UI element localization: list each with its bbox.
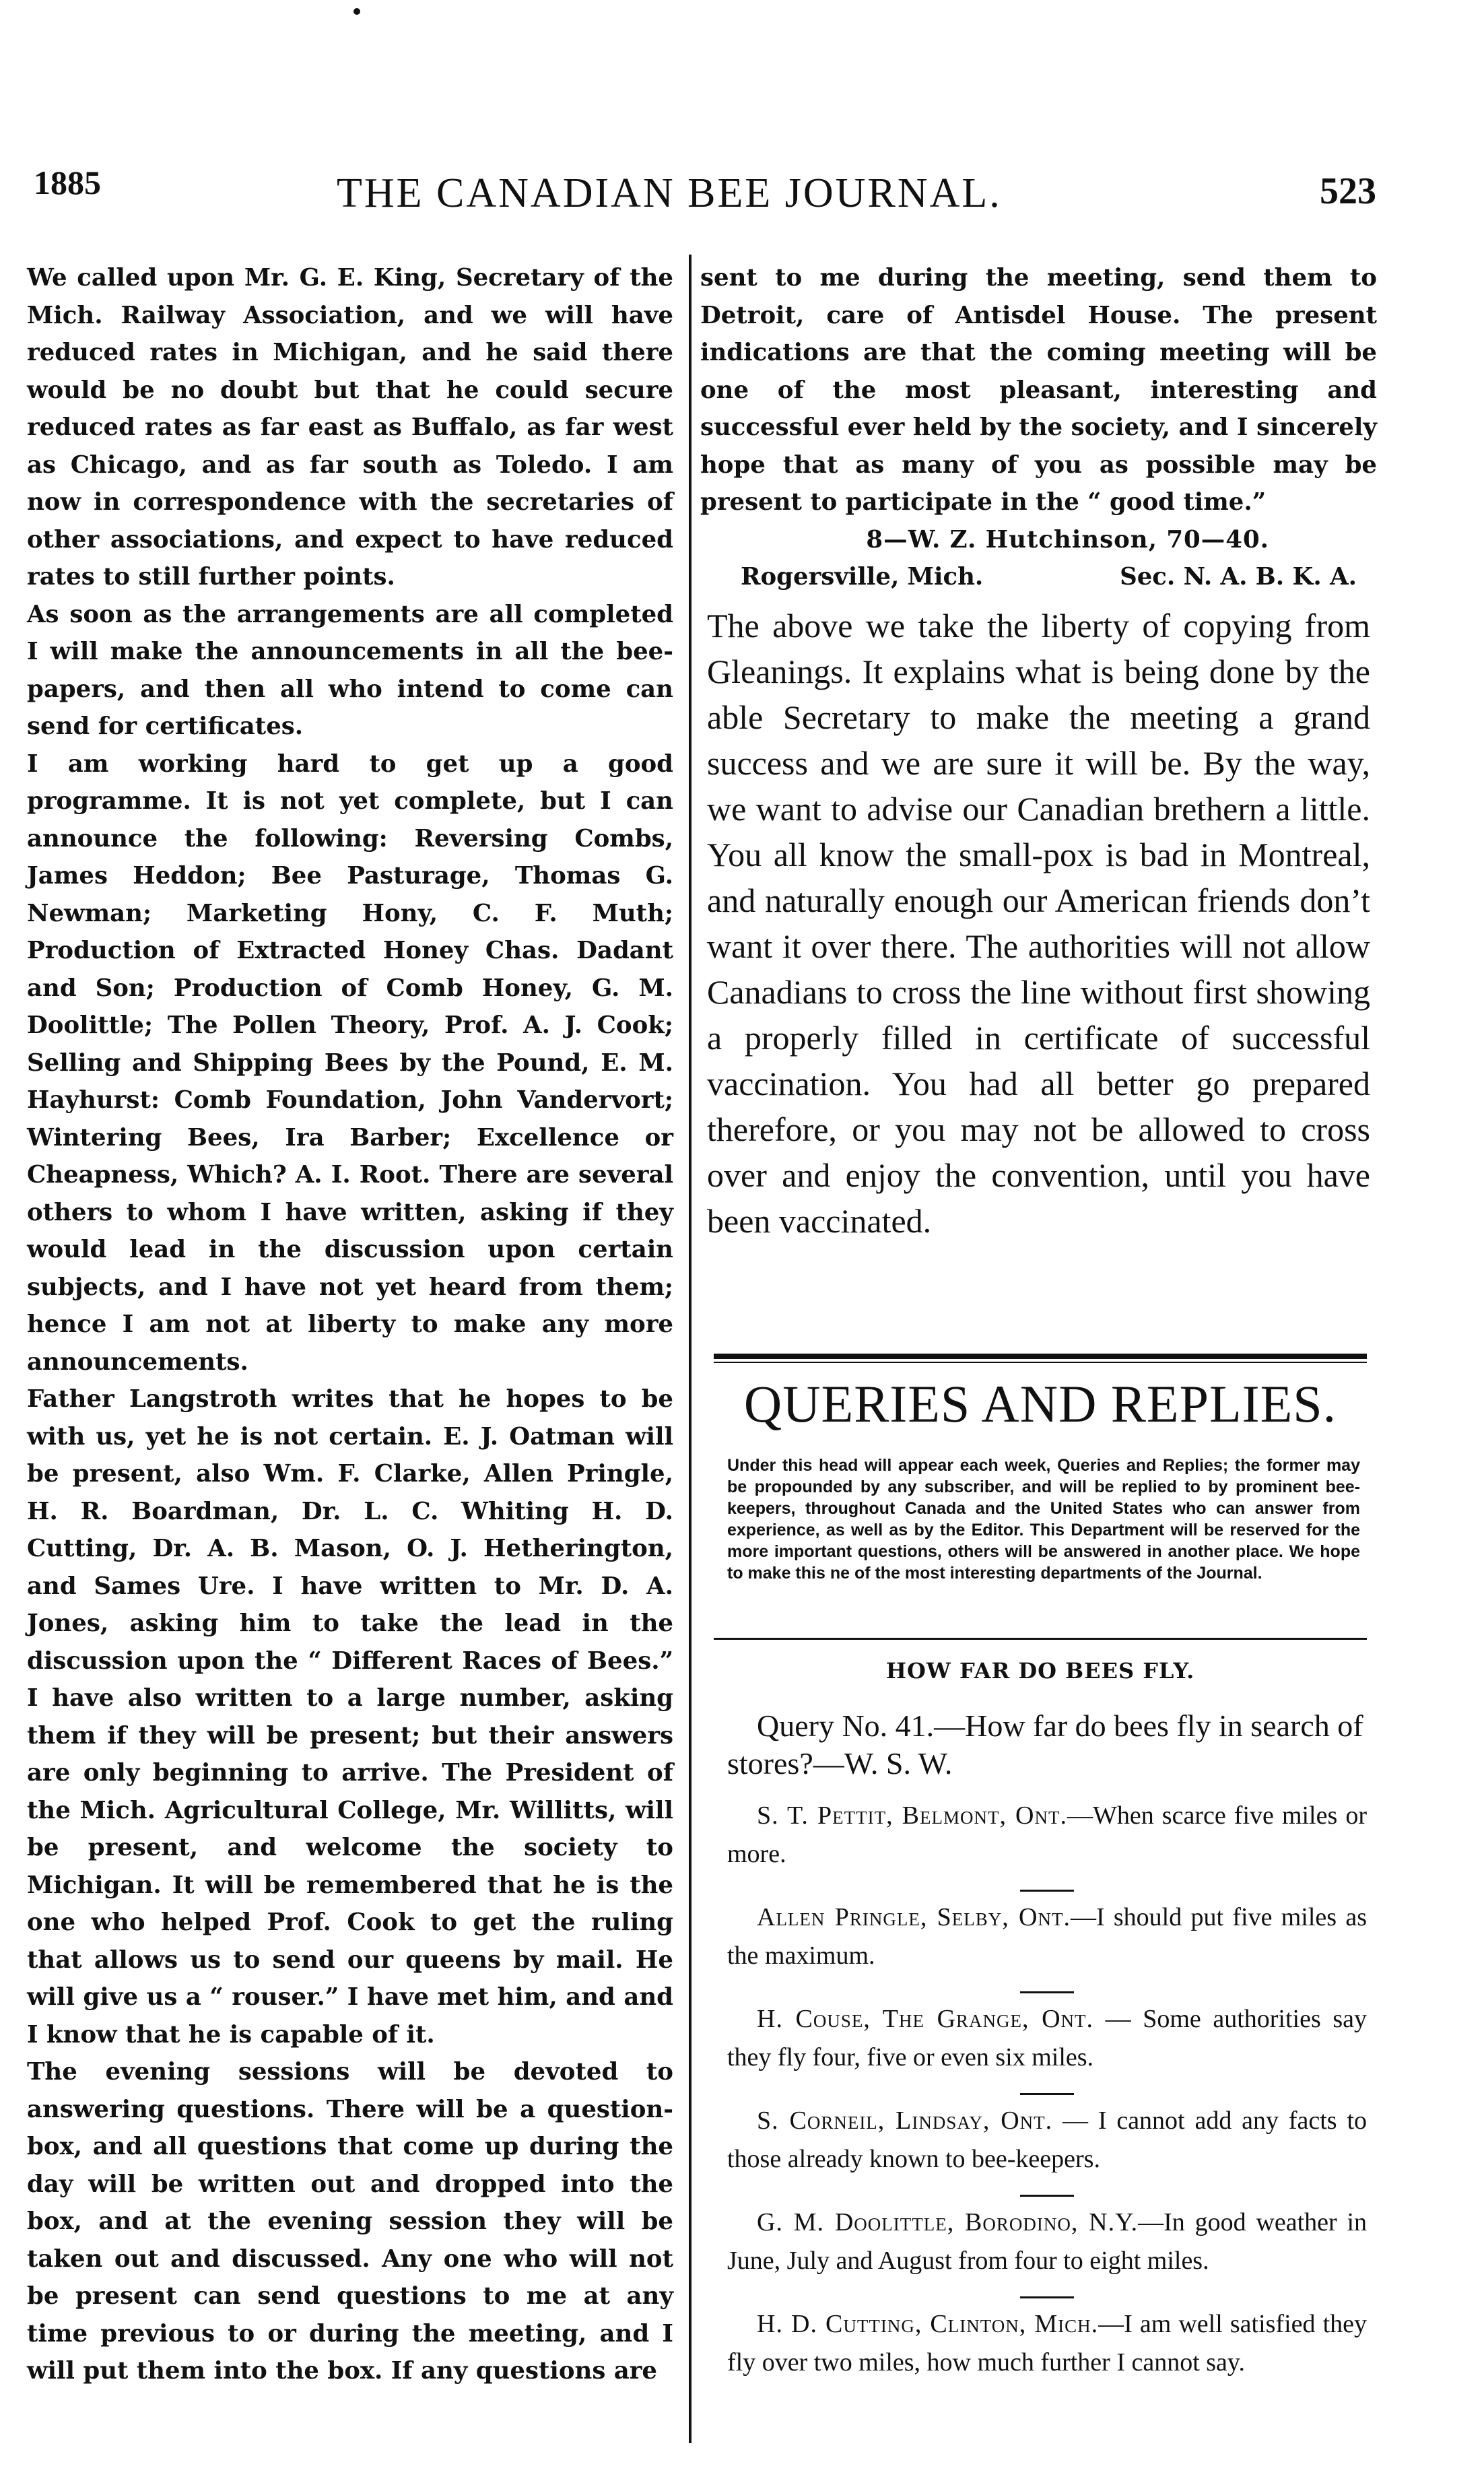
answer-text: —I should put five miles as the maximum. [727, 1903, 1367, 1970]
signature-name: 8—W. Z. Hutchinson, 70—40. [866, 525, 1269, 554]
signature-line [700, 558, 1377, 596]
answer-text: —I am well satisfied they fly over two miles, how much further I cannot say. [727, 2310, 1367, 2377]
answer-item [727, 2203, 1367, 2280]
answer-author: H. D. Cutting, Clinton, Mich. [757, 2310, 1099, 2338]
answer-text: —In good weather in June, July and August from four to eight miles. [727, 2208, 1367, 2275]
page-speck [353, 8, 360, 15]
answer-author: S. T. Pettit, Belmont, Ont. [757, 1801, 1067, 1830]
answer-item [727, 2305, 1367, 2382]
paragraph: We called upon Mr. G. E. King, Secretary of the Mich. Railway Association, and we will have reduced rates in Michigan, and he said there would be no doubt but that he could secure reduced rates as far east as Buffalo, as far west as Chicago, and as far south as Toledo. I am now in correspondence with the secretaries of other associations, and expect to have reduced rates to still further points. [27, 264, 673, 591]
query-text: Query No. 41.—How far do bees fly in search of stores?—W. S. W. [727, 1708, 1363, 1781]
answer-author: G. M. Doolittle, Borodino, N.Y. [757, 2208, 1139, 2236]
paragraph: The evening sessions will be devoted to answering questions. There will be a question-box, and all questions that come up during the day will be written out and dropped into the box, and at the evening session they will be taken out and discussed. Any one who will not be present can send questions to me at any time previous to or during the meeting, and I will put them into the box. If any questions are [27, 2058, 673, 2385]
answer-item [727, 1797, 1367, 1873]
answer-item [727, 2000, 1367, 2077]
answer-author: H. Couse, The Grange, Ont. [757, 2005, 1094, 2033]
answer-item [727, 2102, 1367, 2179]
paragraph: I am working hard to get up a good programme. It is not yet complete, but I can announce the following: Reversing Combs, James Heddon; Bee Pasturage, Thomas G. Newman; Marketing Hony, C. F. Muth; Production of Extracted Honey Chas. Dadant and Son; Production of Comb Honey, G. M. Doolittle; The Pollen Theory, Prof. A. J. Cook; Selling and Shipping Bees by the Pound, E. M. Hayhurst: Comb Foundation, John Vandervort; Wintering Bees, Ira Barber; Excellence or Cheapness, Which? A. I. Root. There are several others to whom I have written, asking if they would lead in the discussion upon certain subjects, and I have not yet heard from them; hence I am not at liberty to make any more announcements. [27, 750, 673, 1376]
editorial-note [707, 603, 1370, 1244]
column-divider [689, 255, 692, 2443]
editorial-text: The above we take the liberty of copying from Gleanings. It explains what is being done by the able Secretary to make the meeting a grand success and we are sure it will be. By the way, we want to advise our Canadian brethern a little. You all know the small-pox is bad in Montreal, and naturally enough our American friends don’t want it over there. The authorities will not allow Canadians to cross the line without first showing a properly filled in certificate of successful vaccination. You had all better go prepared therefore, or you may not be allowed to cross over and enjoy the convention, until you have been vaccinated. [707, 607, 1370, 1240]
answer-separator [1020, 2296, 1074, 2298]
answer-item [727, 1898, 1367, 1975]
answer-author: S. Corneil, Lindsay, Ont. [757, 2106, 1053, 2135]
answer-separator [1020, 1890, 1074, 1892]
section-rule [714, 1354, 1367, 1363]
paragraph: Father Langstroth writes that he hopes to be with us, yet he is not certain. E. J. Oatman will be present, also Wm. F. Clarke, Allen Pringle, H. R. Boardman, Dr. L. C. Whiting H. D. Cutting, Dr. A. B. Mason, O. J. Hetherington, and Sames Ure. I have written to Mr. D. A. Jones, asking him to take the lead in the discussion upon the “ Different Races of Bees.” I have also written to a large number, asking them if they will be present; but their answers are only beginning to arrive. The President of the Mich. Agricultural College, Mr. Willitts, will be present, and welcome the society to Michigan. It will be remembered that he is the one who helped Prof. Cook to get the ruling that allows us to send our queens by mail. He will give us a “ rouser.” I have met him, and and I know that he is capable of it. [27, 1385, 673, 2049]
divider-rule [714, 1638, 1367, 1640]
page-number: 523 [1320, 170, 1376, 212]
answer-separator [1020, 2195, 1074, 2197]
signature-place: Rogersville, Mich. [741, 563, 984, 591]
answer-text: —When scarce five miles or more. [727, 1801, 1367, 1868]
answers-list [727, 1797, 1367, 2382]
right-column-continuation [700, 259, 1377, 596]
answer-separator [1020, 1991, 1074, 1993]
signature-role: Sec. N. A. B. K. A. [1120, 563, 1357, 591]
section-title: QUERIES AND REPLIES. [743, 1374, 1337, 1433]
section-intro [727, 1455, 1360, 1584]
section-intro-text: Under this head will appear each week, Queries and Replies; the former may be propounded by any subscriber, and will be replied to by prominent bee-keepers, throughout Canada and the United States who can answer from experience, as well as by the Editor. This Department will be reserved for the more important questions, others will be answered in another place. We hope to make this ne of the most interesting departments of the Journal. [727, 1456, 1360, 1583]
query [727, 1707, 1367, 1783]
answer-text: — Some authorities say they fly four, five or even six miles. [727, 2005, 1367, 2071]
paragraph: As soon as the arrangements are all completed I will make the announcements in all the bee-papers, and then all who intend to come can send for certificates. [27, 600, 673, 740]
journal-title: THE CANADIAN BEE JOURNAL. [337, 170, 1002, 216]
answer-text: — I cannot add any facts to those already known to bee-keepers. [727, 2106, 1367, 2173]
paragraph: sent to me during the meeting, send them to Detroit, care of Antisdel House. The present indications are that the coming meeting will be one of the most pleasant, interesting and successful ever held by the society, and I sincerely hope that as many of you as possible may be present to participate in the “ good time.” [700, 264, 1377, 516]
answer-separator [1020, 2093, 1074, 2095]
header-year: 1885 [34, 164, 101, 201]
answer-author: Allen Pringle, Selby, Ont. [757, 1903, 1071, 1931]
left-column [27, 259, 673, 2390]
page-header [27, 150, 1401, 224]
query-heading: HOW FAR DO BEES FLY. [885, 1658, 1195, 1684]
